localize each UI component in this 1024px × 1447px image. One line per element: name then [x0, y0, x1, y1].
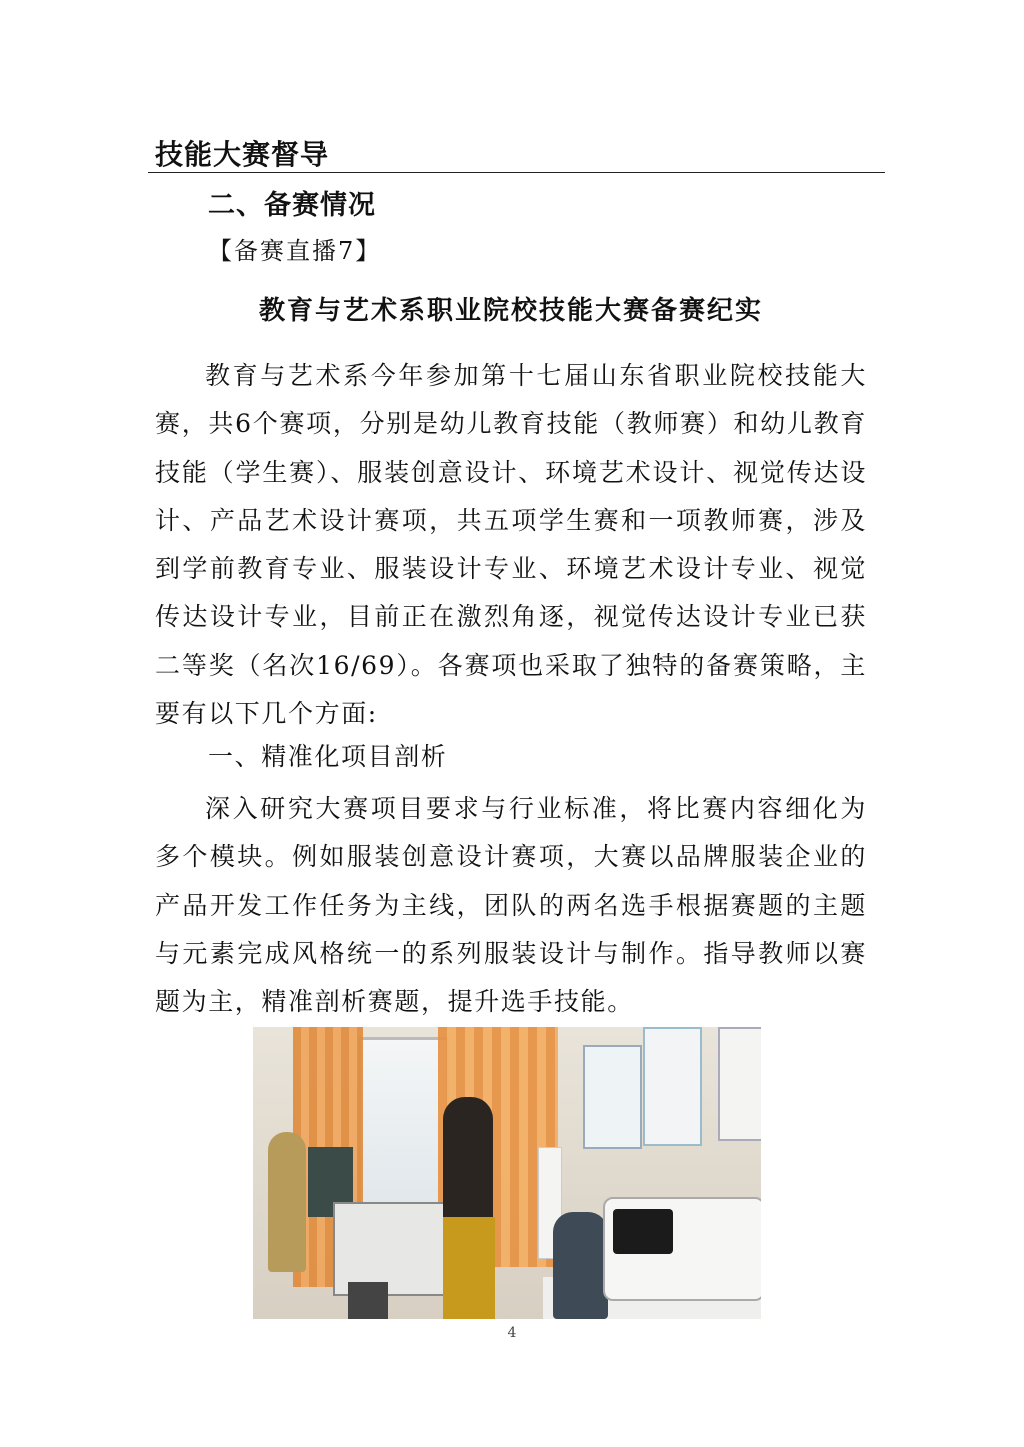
broadcast-tag: 【备赛直播7】 — [208, 237, 382, 265]
header-rule — [148, 172, 885, 173]
intro-paragraph: 教育与艺术系今年参加第十七届山东省职业院校技能大赛，共6个赛项，分别是幼儿教育技能（教师赛）和幼儿教育技能（学生赛）、服装创意设计、环境艺术设计、视觉传达设计、产品艺术设计赛项，共五项学生赛和一项教师赛，涉及到学前教育专业、服装设计专业、环境艺术设计专业、视觉传达设计专业，目前正在激烈角逐，视觉传达设计专业已获二等奖（名次16/69）。各赛项也采取了独特的备赛策略，主要有以下几个方面: — [155, 361, 867, 729]
classroom-photo — [253, 1027, 761, 1319]
header-title: 技能大赛督导 — [155, 138, 330, 171]
article-title: 教育与艺术系职业院校技能大赛备赛纪实 — [258, 296, 763, 326]
section-heading: 二、备赛情况 — [208, 190, 376, 221]
page-number: 4 — [507, 1325, 517, 1341]
subheading: 一、精准化项目剖析 — [208, 742, 448, 771]
body-paragraph: 深入研究大赛项目要求与行业标准，将比赛内容细化为多个模块。例如服装创意设计赛项，大赛以品牌服装企业的产品开发工作任务为主线，团队的两名选手根据赛题的主题与元素完成风格统一的系列服装设计与制作。指导教师以赛题为主，精准剖析赛题，提升选手技能。 — [155, 794, 867, 1017]
